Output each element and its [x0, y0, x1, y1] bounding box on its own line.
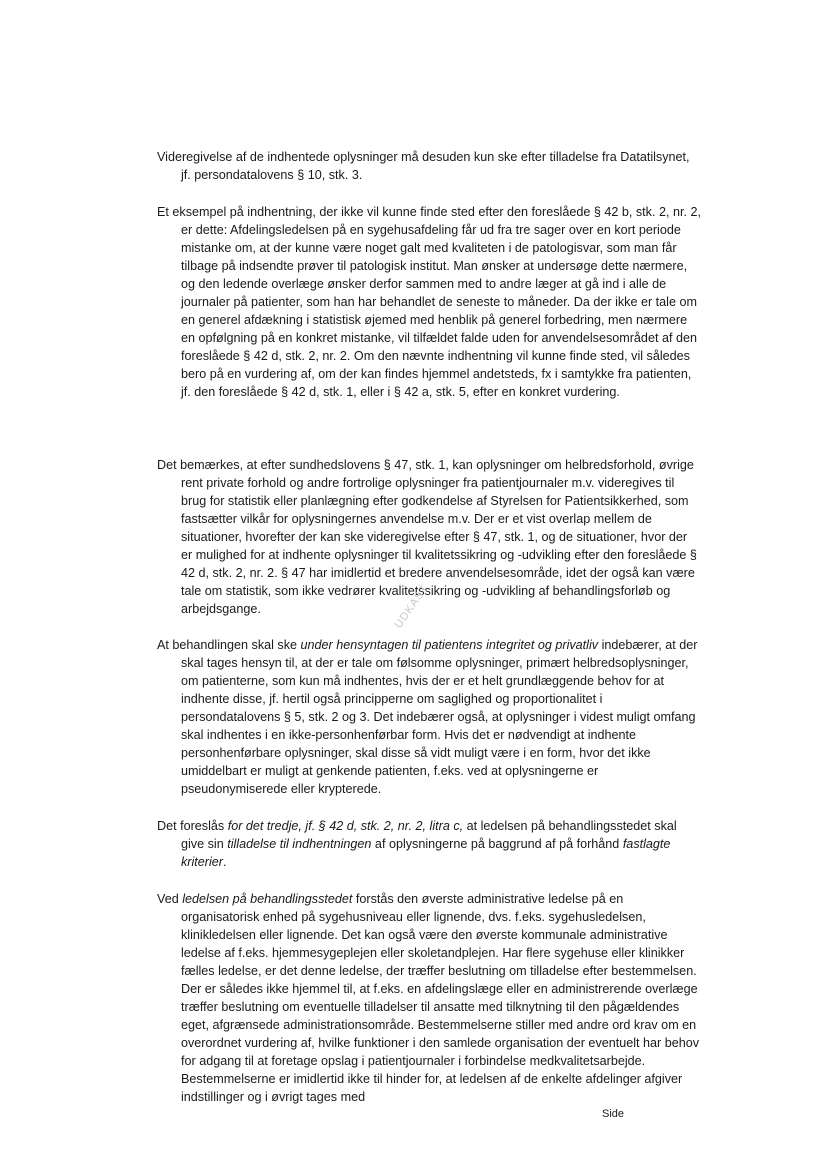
italic-text: tilladelse til indhentningen — [227, 837, 372, 851]
italic-text: ledelsen på behandlingsstedet — [182, 892, 353, 906]
text-run: Det bemærkes, at efter sundhedslovens § 47, stk. 1, kan oplysninger om helbredsforhold, øvrige rent private forhold og andre fortrolige oplysninger fra patientjournaler m.v. videregives til brug for statistik eller planlægning efter godkendelse af Styrelsen for Patientsikkerhed, som fastsætter vilkår for oplysningernes anvendelse m.v. Der er et vist overlap mellem de situationer, hvorefter der kan ske videregivelse efter § 47, stk. 1, og de situationer, hvor der er mulighed for at indhente oplysninger til kvalitetssikring og -udvikling efter den foreslåede § 42 d, stk. 2, nr. 2. § 47 har imidlertid et bredere anvendelsesområde, idet der også kan være tale om statistik, som ikke vedrører kvalitetssikring og -udvikling af behandlingsforløb og arbejdsgange. — [157, 458, 697, 616]
text-run: Et eksempel på indhentning, der ikke vil kunne finde sted efter den foreslåede § 42 b, stk. 2, nr. 2, er dette: Afdelingsledelsen på en sygehusafdeling får ud fra tre sager over en kort periode mistanke om, at der kunne være noget galt med kvaliteten i de patologisvar, som man får tilbage på indsendte prøver til patologisk institut. Man ønsker at undersøge dette nærmere, og den ledende overlæge ønsker derfor sammen med to andre læger at gå ind i alle de journaler på patienter, som han har behandlet de seneste to måneder. Da der ikke er tale om en generel afdækning i statistisk øjemed med henblik på generel forbedring, men nærmere en opfølgning på en konkret mistanke, vil tilfældet falde uden for anvendelsesområdet af den foreslåede § 42 d, stk. 2, nr. 2. Om den nævnte indhentning vil kunne finde sted, vil således bero på en vurdering af, om der kan findes hjemmel andetsteds, fx i samtykke fra patienten, jf. den foreslåede § 42 d, stk. 1, eller i § 42 a, stk. 5, efter en konkret vurdering. — [157, 205, 701, 399]
paragraph-integrity — [157, 636, 701, 798]
paragraph-disclosure — [157, 148, 701, 184]
paragraph-management — [157, 890, 701, 1106]
paragraph-example — [157, 203, 701, 401]
text-run: forstås den øverste administrative ledelse på en organisatorisk enhed på sygehusniveau eller lignende, dvs. f.eks. sygehusledelsen, klinikledelsen eller lignende. Det kan også være den øverste kommunale administrative ledelse af f.eks. hjemmesygeplejen eller skoletandplejen. Har flere sygehuse eller klinikker fælles ledelse, er det denne ledelse, der træffer beslutning om tilladelse efter bestemmelsen. Der er således ikke hjemmel til, at f.eks. en afdelingslæge eller en administrerende overlæge træffer beslutning om eventuelle tilladelser til ansatte med tilknytning til den pågældendes eget, afgrænsede administrationsområde. Bestemmelserne stiller med andre ord krav om en overordnet vurdering af, hvilke funktioner i den samlede organisation der eventuelt har behov for adgang til at foretage opslag i patientjournaler i forbindelse medkvalitetsarbejde. Bestemmelserne er imidlertid ikke til hinder for, at ledelsen af de enkelte afdelinger afgiver indstillinger og i øvrigt tages med — [181, 892, 700, 1104]
text-run: Videregivelse af de indhentede oplysninger må desuden kun ske efter tilladelse fra Datatilsynet, jf. persondatalovens § 10, stk. 3. — [157, 150, 690, 182]
italic-text: for det tredje, jf. § 42 d, stk. 2, nr. 2, litra c, — [227, 819, 464, 833]
text-run: . — [222, 855, 227, 869]
page-label: Side — [602, 1108, 625, 1120]
text-run: at ledelsen på behandlingsstedet skal give sin — [181, 819, 677, 851]
text-run: Ved — [157, 892, 183, 906]
text-run: indebærer, at der skal tages hensyn til, at der er tale om følsomme oplysninger, primært helbredsoplysninger, om patienterne, som kun må indhentes, hvis der er et helt grundlæggende behov for at indhente disse, jf. hertil også principperne om saglighed og proportionalitet i persondatalovens § 5, stk. 2 og 3. Det indebærer også, at oplysninger i videst muligt omfang skal indhentes i en ikke-personhenførbar form. Hvis det er nødvendigt at indhente personhenførbare oplysninger, skal disse så vidt muligt være i en form, hvor det ikke umiddelbart er muligt at genkende patienten, f.eks. ved at oplysningerne er pseudonymiserede eller krypterede. — [181, 638, 698, 796]
italic-text: fastlagte kriterier — [181, 837, 671, 869]
italic-text: under hensyntagen til patientens integritet og privatliv — [300, 638, 599, 652]
text-run: At behandlingen skal ske — [157, 638, 301, 652]
text-run: af oplysningerne på baggrund af på forhånd — [371, 837, 623, 851]
watermark: UDKAST — [392, 582, 432, 631]
text-run: Det foreslås — [157, 819, 228, 833]
paragraph-third — [157, 817, 701, 871]
